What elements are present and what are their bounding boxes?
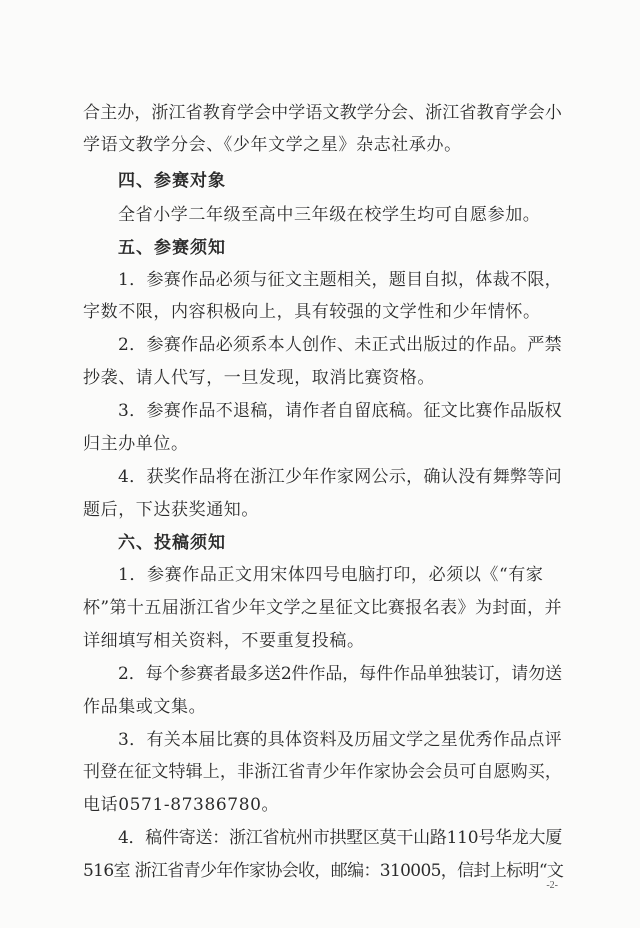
text-line: 516室 浙江省青少年作家协会收，邮编：310005，信封上标明“文	[83, 861, 564, 881]
text-line: 刊登在征文特辑上，非浙江省青少年作家协会会员可自愿购买，	[83, 762, 562, 782]
text-line: 1．参赛作品正文用宋体四号电脑打印，必须以《“有家	[118, 565, 544, 585]
text-line: 题后，下达获奖通知。	[83, 500, 259, 520]
text-line: 学语文教学分会、《少年文学之星》杂志社承办。	[83, 135, 462, 155]
section-heading: 六、投稿须知	[118, 533, 226, 553]
page-number: -2-	[546, 880, 558, 891]
text-line: 字数不限，内容积极向上，具有较强的文学性和少年情怀。	[83, 302, 541, 322]
text-line: 3．参赛作品不退稿，请作者自留底稿。征文比赛作品版权	[118, 401, 562, 421]
text-line: 2．每个参赛者最多送2件作品，每件作品单独装订，请勿送	[118, 664, 562, 684]
text-line: 抄袭、请人代写，一旦发现，取消比赛资格。	[83, 368, 435, 388]
text-line: 全省小学二年级至高中三年级在校学生均可自愿参加。	[118, 205, 541, 225]
text-line: 合主办，浙江省教育学会中学语文教学分会、浙江省教育学会小	[83, 103, 562, 123]
text-line: 1．参赛作品必须与征文主题相关，题目自拟，体裁不限，	[118, 270, 562, 290]
section-heading: 五、参赛须知	[118, 238, 226, 258]
text-line: 4．获奖作品将在浙江少年作家网公示，确认没有舞弊等问	[118, 467, 562, 487]
text-line: 4．稿件寄送：浙江省杭州市拱墅区莫干山路110号华龙大厦	[118, 828, 563, 848]
text-line: 2．参赛作品必须系本人创作、未正式出版过的作品。严禁	[118, 335, 562, 355]
text-line: 3．有关本届比赛的具体资料及历届文学之星优秀作品点评	[118, 730, 562, 750]
text-line: 归主办单位。	[83, 434, 189, 454]
text-line: 详细填写相关资料，不要重复投稿。	[83, 631, 365, 651]
text-line: 杯”第十五届浙江省少年文学之星征文比赛报名表》为封面，并	[83, 598, 562, 618]
text-line: 电话0571-87386780。	[83, 795, 280, 815]
text-line: 作品集或文集。	[83, 697, 207, 717]
section-heading: 四、参赛对象	[118, 171, 226, 191]
